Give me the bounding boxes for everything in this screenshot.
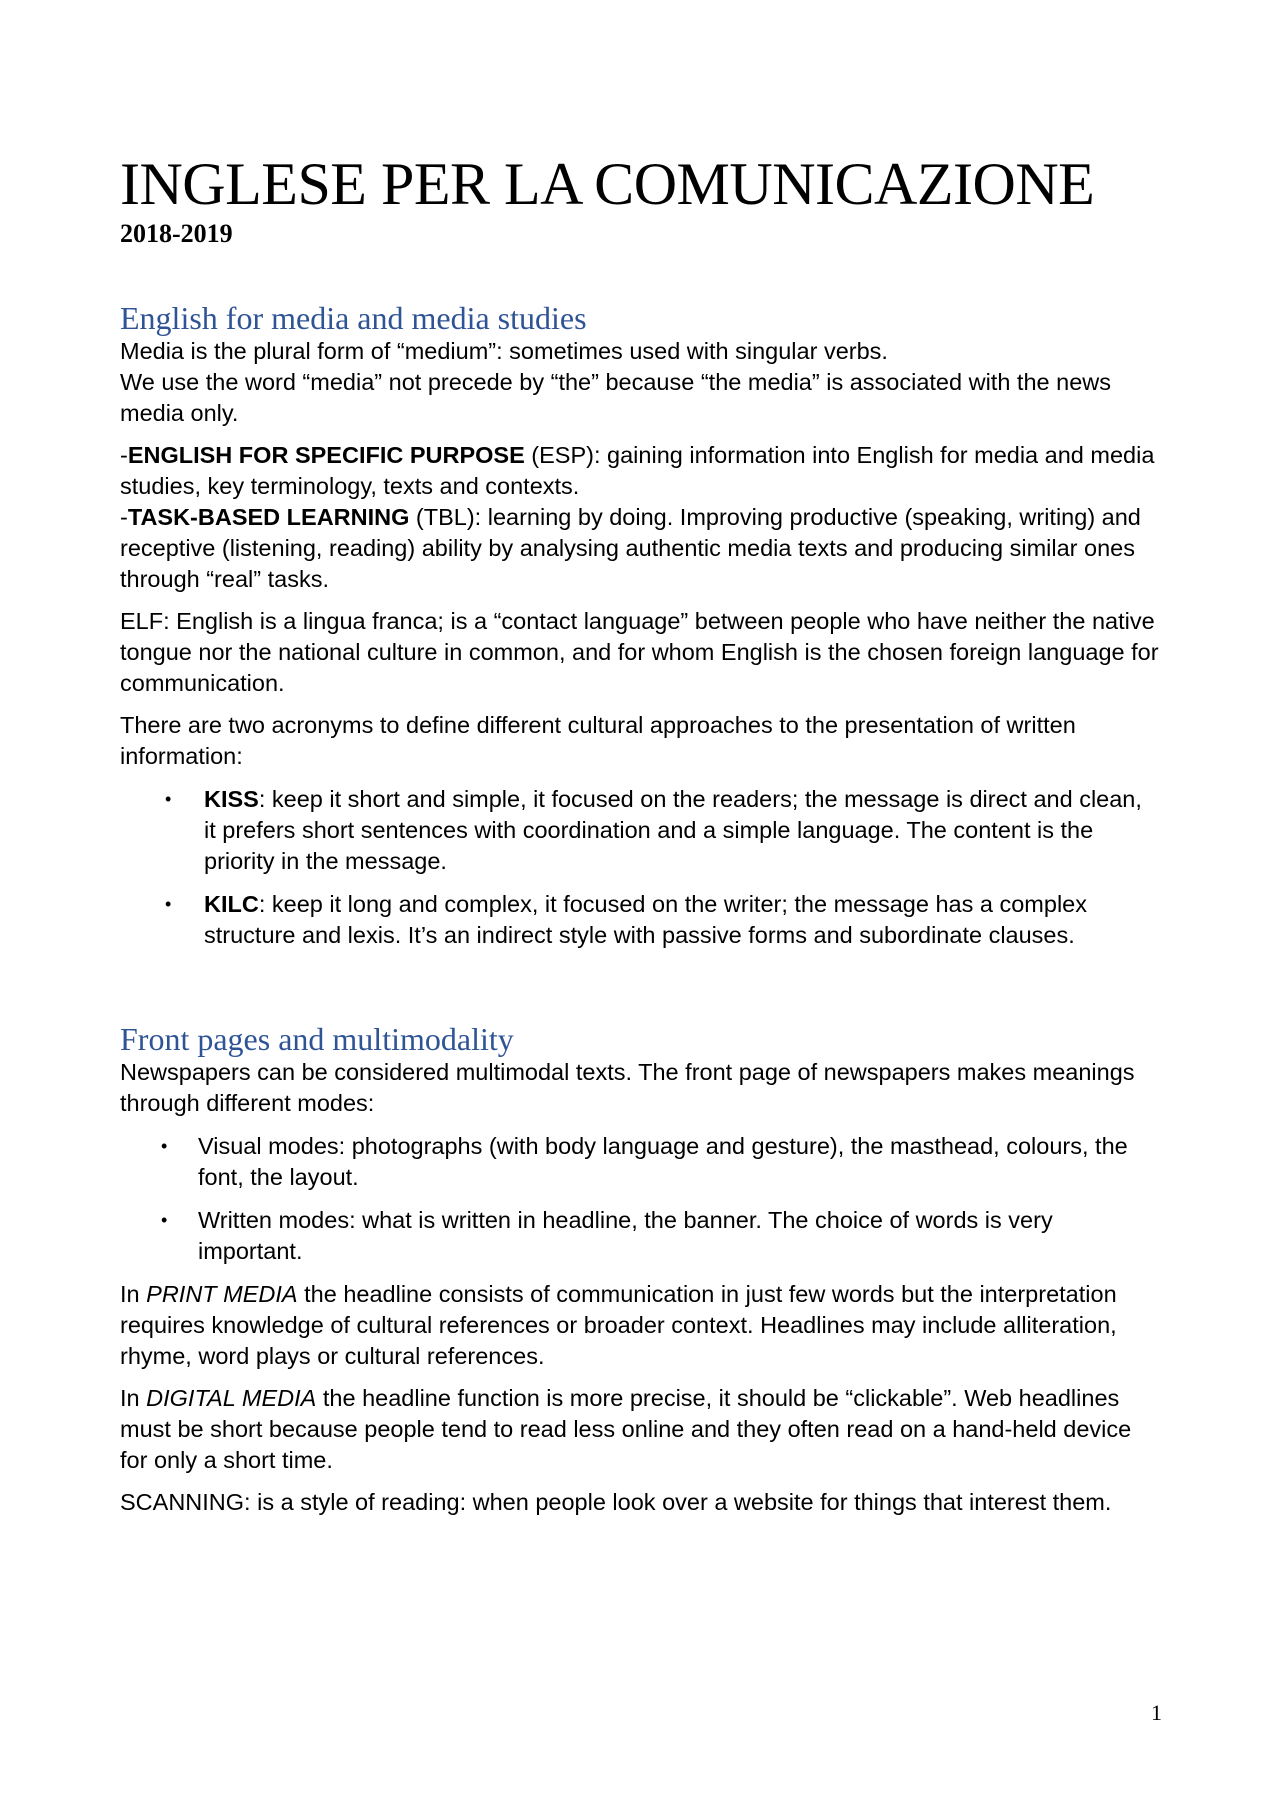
tbl-term: TASK-BASED LEARNING xyxy=(127,504,410,530)
written-modes-text: Written modes: what is written in headline, the banner. The choice of words is very important. xyxy=(198,1207,1053,1264)
visual-modes-text: Visual modes: photographs (with body language and gesture), the masthead, colours, the font, the layout. xyxy=(198,1133,1128,1190)
list-item-kiss xyxy=(120,784,1160,877)
tbl-prefix: - xyxy=(120,504,128,530)
digital-media-text: the headline function is more precise, it should be “clickable”. Web headlines must be short because people tend to read less online and they often read on a hand-held device for only a short time. xyxy=(120,1385,1132,1473)
esp-text: (ESP): gaining information into English for media and media studies, key terminology, texts and contexts. xyxy=(120,442,1155,499)
section-heading-front-pages: Front pages and multimodality xyxy=(120,1021,514,1057)
esp-term: ENGLISH FOR SPECIFIC PURPOSE xyxy=(127,442,525,468)
esp-prefix: - xyxy=(120,442,128,468)
paragraph-esp xyxy=(120,440,1160,502)
print-media-text: the headline consists of communication in just few words but the interpretation requires knowledge of cultural references or broader context. Headlines may include alliteration, rhyme, word plays or cultural references. xyxy=(120,1281,1117,1369)
print-prefix: In xyxy=(120,1281,147,1307)
list-item-visual-modes xyxy=(120,1131,1160,1193)
paragraph-digital-media xyxy=(120,1383,1160,1476)
academic-year: 2018-2019 xyxy=(120,219,233,248)
kiss-text: : keep it short and simple, it focused on the readers; the message is direct and clean, it prefers short sentences with coordination and a simple language. The content is the priority in the message. xyxy=(204,786,1142,874)
modes-list xyxy=(120,1131,1160,1267)
paragraph-elf: ELF: English is a lingua franca; is a “contact language” between people who have neither the native tongue nor the national culture in common, and for whom English is the chosen foreign language for communication. xyxy=(120,608,1159,696)
bullet-dot-icon: • xyxy=(161,1136,168,1156)
section-heading-media-studies: English for media and media studies xyxy=(120,300,587,336)
bullet-dot-icon: • xyxy=(165,789,172,809)
kilc-text: : keep it long and complex, it focused on the writer; the message has a complex structure and lexis. It’s an indirect style with passive forms and subordinate clauses. xyxy=(204,891,1087,948)
kiss-term: KISS xyxy=(204,786,259,812)
kilc-term: KILC xyxy=(204,891,259,917)
acronym-list xyxy=(120,784,1160,951)
paragraph-tbl xyxy=(120,502,1160,595)
paragraph-media-the: We use the word “media” not precede by “the” because “the media” is associated with the news media only. xyxy=(120,369,1111,426)
page-number: 1 xyxy=(1151,1700,1162,1725)
paragraph-print-media xyxy=(120,1279,1160,1372)
page-content xyxy=(120,150,1160,1518)
paragraph-scanning: SCANNING: is a style of reading: when people look over a website for things that interest them. xyxy=(120,1489,1112,1515)
bullet-dot-icon: • xyxy=(165,894,172,914)
digital-media-term: DIGITAL MEDIA xyxy=(146,1385,317,1411)
paragraph-acronyms-intro: There are two acronyms to define different cultural approaches to the presentation of written information: xyxy=(120,712,1076,769)
document-title: INGLESE PER LA COMUNICAZIONE xyxy=(120,151,1095,217)
paragraph-multimodal-intro: Newspapers can be considered multimodal texts. The front page of newspapers makes meanings through different modes: xyxy=(120,1059,1135,1116)
print-media-term: PRINT MEDIA xyxy=(146,1281,298,1307)
paragraph-media-plural: Media is the plural form of “medium”: sometimes used with singular verbs. xyxy=(120,338,888,364)
list-item-written-modes xyxy=(120,1205,1160,1267)
bullet-dot-icon: • xyxy=(161,1210,168,1230)
list-item-kilc xyxy=(120,889,1160,951)
digital-prefix: In xyxy=(120,1385,147,1411)
tbl-text: (TBL): learning by doing. Improving productive (speaking, writing) and receptive (listening, reading) ability by analysing authentic media texts and producing similar ones through “real” tasks. xyxy=(120,504,1141,592)
